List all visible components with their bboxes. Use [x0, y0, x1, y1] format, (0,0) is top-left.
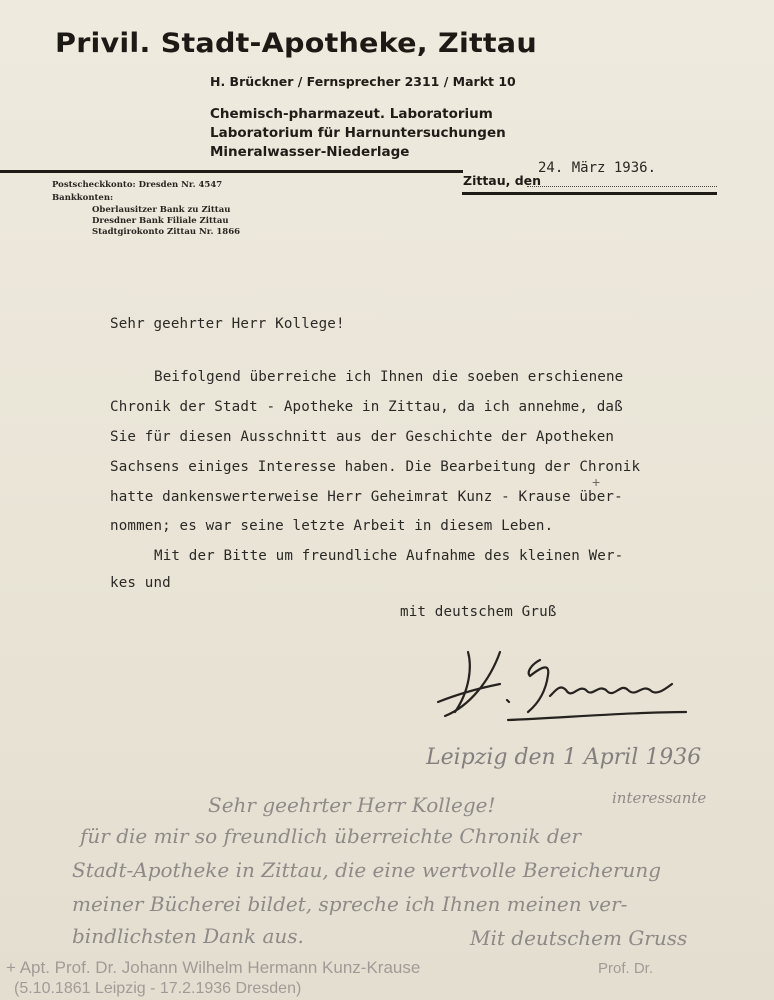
lab-line-3: Mineralwasser-Niederlage	[210, 144, 410, 160]
date-value: 24. März 1936.	[538, 160, 657, 176]
body-line-1: Beifolgend überreiche ich Ihnen die soeben erschienene	[154, 369, 624, 385]
reply-line-2: für die mir so freundlich überreichte Chronik der	[80, 824, 582, 848]
plus-mark: +	[592, 474, 601, 490]
bank-line-2: Dresdner Bank Filiale Zittau	[92, 216, 229, 226]
reply-line-1: Sehr geehrter Herr Kollege!	[208, 793, 496, 817]
reply-line-3: Stadt-Apotheke in Zittau, die eine wertvolle Bereicherung	[72, 858, 662, 882]
reply-place-date: Leipzig den 1 April 1936	[426, 745, 702, 770]
body-line-6: nommen; es war seine letzte Arbeit in diesem Leben.	[110, 518, 554, 534]
body-line-4: Sachsens einiges Interesse haben. Die Bearbeitung der Chronik	[110, 459, 641, 475]
pencil-note-tag: Prof. Dr.	[598, 960, 654, 977]
body-line-3: Sie für diesen Ausschnitt aus der Geschichte der Apotheken	[110, 429, 615, 445]
bank-heading: Bankkonten:	[52, 193, 114, 203]
lab-line-2: Laboratorium für Harnuntersuchungen	[210, 125, 506, 141]
postscheck-account: Postscheckkonto: Dresden Nr. 4547	[52, 180, 223, 190]
letterhead-title: Privil. Stadt-Apotheke, Zittau	[55, 28, 537, 59]
bank-line-3: Stadtgirokonto Zittau Nr. 1866	[92, 227, 241, 237]
reply-line-insert: interessante	[612, 789, 707, 807]
reply-line-4: meiner Bücherei bildet, spreche ich Ihnen meinen ver-	[72, 892, 628, 916]
date-label: Zittau, den	[463, 173, 542, 188]
bank-line-1: Oberlausitzer Bank zu Zittau	[92, 205, 231, 215]
reply-line-5: bindlichsten Dank aus.	[72, 924, 304, 948]
pencil-note-line-2: (5.10.1861 Leipzig - 17.2.1936 Dresden)	[14, 980, 302, 997]
body-line-8: kes und	[110, 575, 171, 591]
pencil-note-line-1: + Apt. Prof. Dr. Johann Wilhelm Hermann Kunz-Krause	[6, 958, 421, 977]
letterhead-subline: H. Brückner / Fernsprecher 2311 / Markt 10	[210, 74, 516, 89]
body-line-7: Mit der Bitte um freundliche Aufnahme des kleinen Wer-	[154, 548, 624, 564]
salutation: Sehr geehrter Herr Kollege!	[110, 316, 345, 332]
lab-line-1: Chemisch-pharmazeut. Laboratorium	[210, 106, 493, 122]
body-line-2: Chronik der Stadt - Apotheke in Zittau, da ich annehme, daß	[110, 399, 623, 415]
closing: mit deutschem Gruß	[400, 604, 557, 620]
body-line-5: hatte dankenswerterweise Herr Geheimrat Kunz - Krause über-	[110, 489, 623, 505]
reply-line-6: Mit deutschem Gruss	[470, 926, 688, 950]
